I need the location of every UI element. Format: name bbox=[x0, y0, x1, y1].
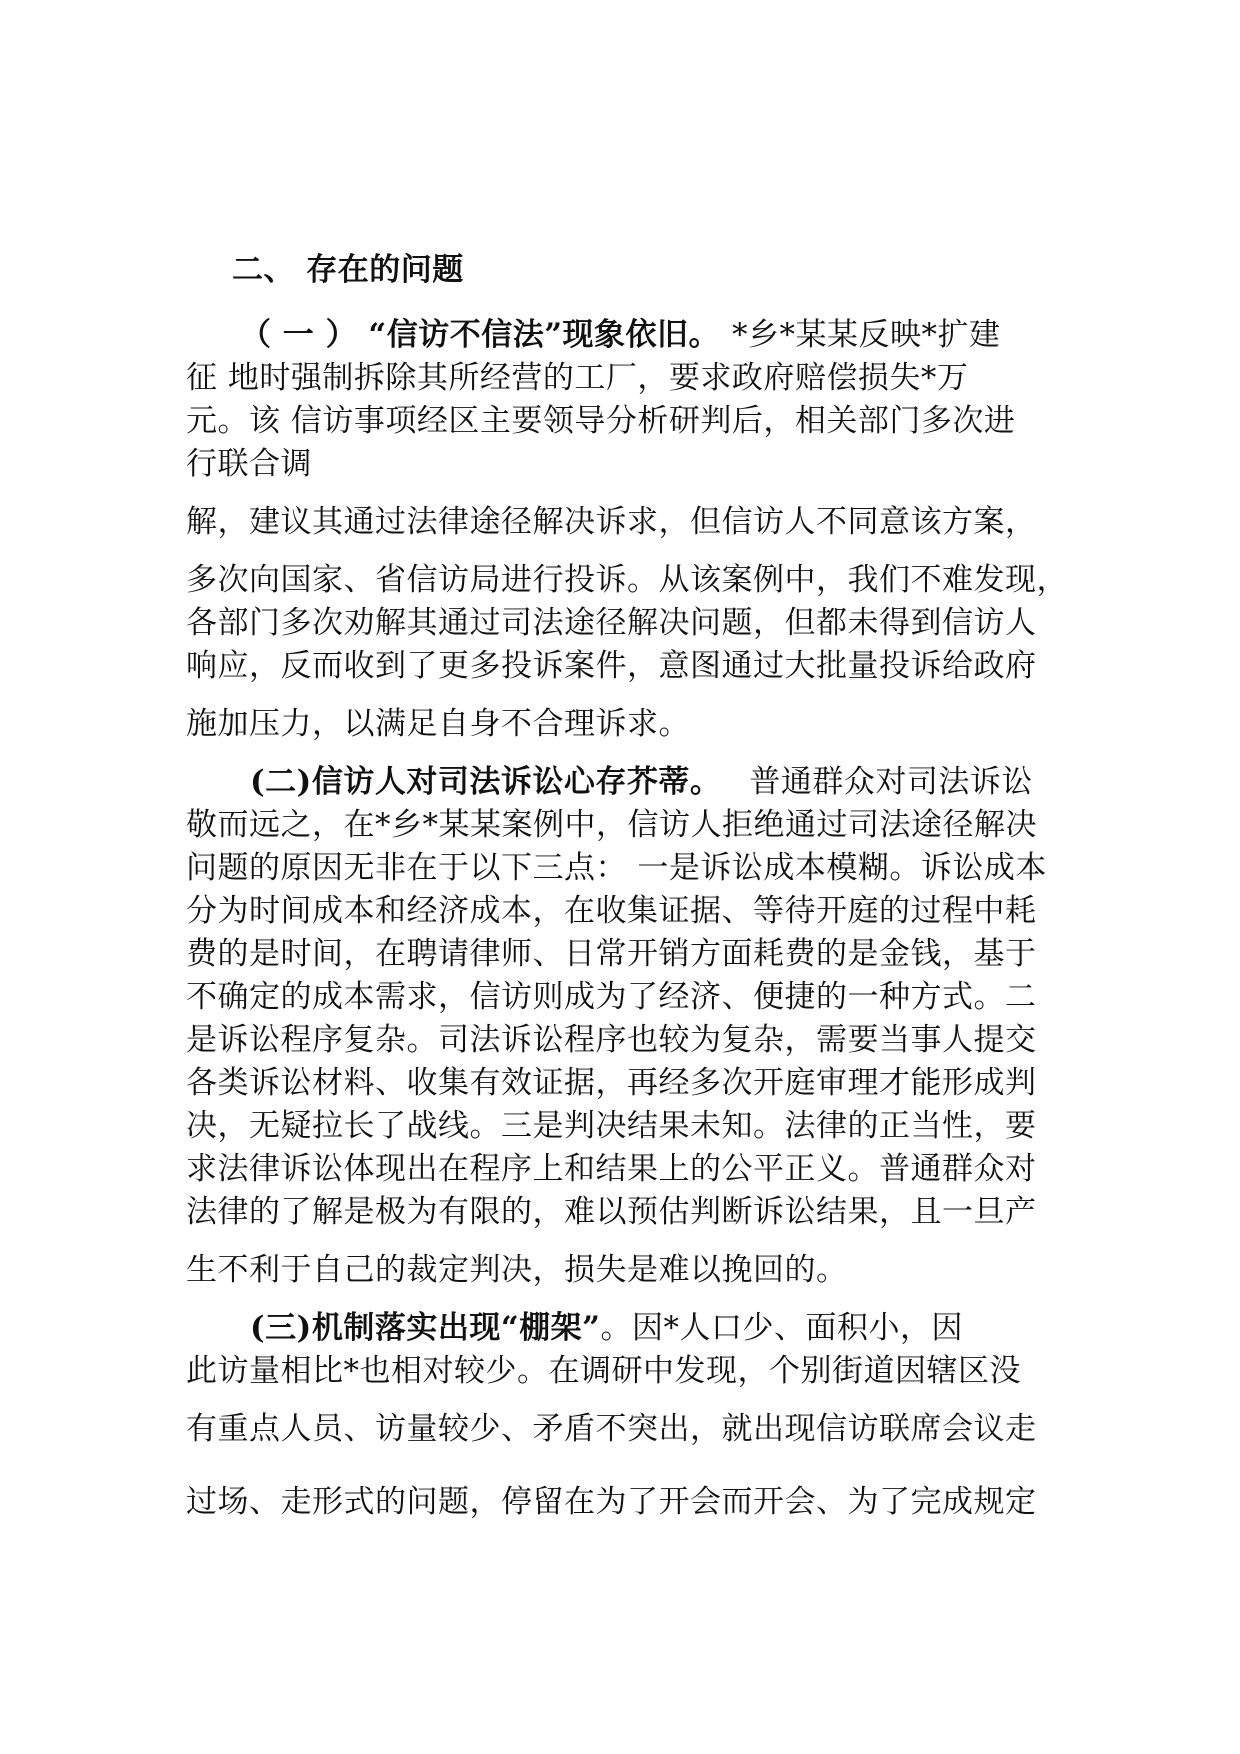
para1-line: 行联合调 bbox=[186, 446, 312, 482]
para2-line: 法律的了解是极为有限的，难以预估判断诉讼结果，且一旦产 bbox=[186, 1194, 1037, 1230]
para2-line: 分为时间成本和经济成本，在收集证据、等待开庭的过程中耗 bbox=[186, 893, 1037, 929]
para2-line: 决，无疑拉长了战线。三是判决结果未知。法律的正当性，要 bbox=[186, 1108, 1037, 1144]
para1-line: 响应，反而收到了更多投诉案件，意图通过大批量投诉给政府 bbox=[186, 648, 1037, 684]
para2-line: 费的是时间，在聘请律师、日常开销方面耗费的是金钱，基于 bbox=[186, 936, 1037, 972]
para2-line: 生不利于自己的裁定判决，损失是难以挽回的。 bbox=[186, 1252, 848, 1288]
para2-line: 各类诉讼材料、收集有效证据，再经多次开庭审理才能形成判 bbox=[186, 1065, 1037, 1101]
para2-heading: (二)信访人对司法诉讼心存芥蒂。 bbox=[250, 764, 722, 800]
section-heading: 二、 存在的问题 bbox=[232, 252, 464, 288]
para3-line: 。因*人口少、面积小，因 bbox=[600, 1310, 963, 1346]
para1-line: 各部门多次劝解其通过司法途径解决问题，但都未得到信访人 bbox=[186, 605, 1037, 641]
para1-line: 征 地时强制拆除其所经营的工厂，要求政府赔偿损失*万 bbox=[186, 360, 969, 396]
para3-line: 此访量相比*也相对较少。在调研中发现，个别街道因辖区没 bbox=[186, 1353, 1021, 1389]
para2-line: 问题的原因无非在于以下三点： 一是诉讼成本模糊。诉讼成本 bbox=[186, 850, 1047, 886]
para1-line: 施加压力，以满足自身不合理诉求。 bbox=[186, 706, 690, 742]
para1-line: 解，建议其通过法律途径解决诉求，但信访人不同意该方案， bbox=[186, 504, 1037, 540]
para2-line: 不确定的成本需求，信访则成为了经济、便捷的一种方式。二 bbox=[186, 979, 1037, 1015]
para2-line: 普通群众对司法诉讼 bbox=[749, 764, 1033, 800]
para1-line: *乡*某某反映*扩建 bbox=[732, 317, 1001, 353]
para2-first-line bbox=[250, 762, 1033, 802]
para2-line: 敬而远之，在*乡*某某案例中，信访人拒绝通过司法途径解决 bbox=[186, 807, 1037, 843]
para3-first-line bbox=[250, 1308, 963, 1348]
para2-line: 求法律诉讼体现出在程序上和结果上的公平正义。普通群众对 bbox=[186, 1151, 1037, 1187]
para2-line: 是诉讼程序复杂。司法诉讼程序也较为复杂，需要当事人提交 bbox=[186, 1022, 1037, 1058]
para1-line: 元。该 信访事项经区主要领导分析研判后，相关部门多次进 bbox=[186, 403, 1016, 439]
para1-first-line bbox=[240, 315, 1001, 355]
para3-line: 有重点人员、访量较少、矛盾不突出，就出现信访联席会议走 bbox=[186, 1411, 1037, 1447]
para3-line: 过场、走形式的问题，停留在为了开会而开会、为了完成规定 bbox=[186, 1484, 1037, 1520]
para1-heading: （ 一 ） “信访不信法”现象依旧。 bbox=[240, 317, 721, 353]
para1-line: 多次向国家、省信访局进行投诉。从该案例中，我们不难发现， bbox=[186, 562, 1068, 598]
para3-heading: (三)机制落实出现“棚架” bbox=[250, 1310, 601, 1346]
